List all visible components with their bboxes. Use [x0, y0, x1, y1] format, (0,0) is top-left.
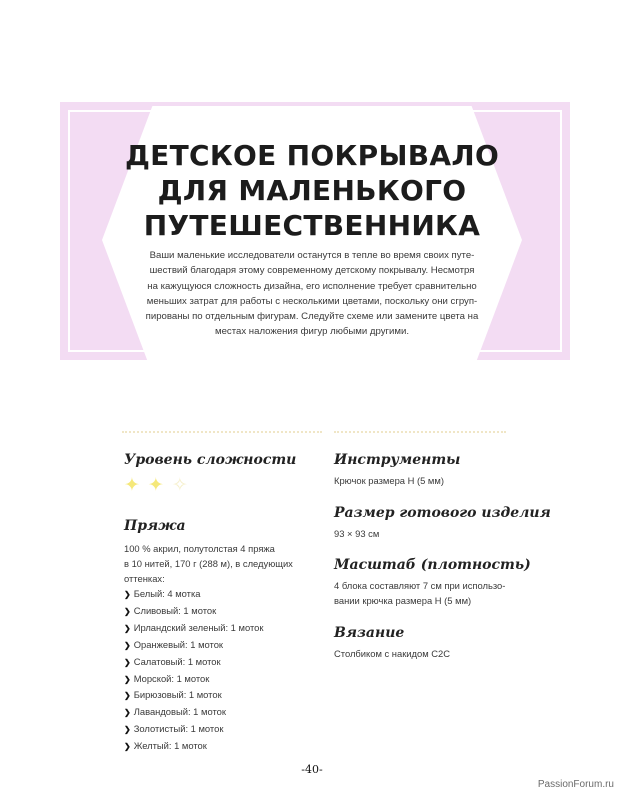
list-item — [124, 586, 263, 603]
watermark: PassionForum.ru — [537, 779, 614, 790]
yarn-item-label: Лавандовый: 1 моток — [133, 706, 226, 718]
title-line: ПУТЕШЕСТВЕННИКА — [143, 209, 481, 242]
list-item — [124, 603, 263, 620]
difficulty-section — [124, 452, 296, 468]
yarn-item-label: Ирландский зеленый: 1 моток — [133, 621, 264, 633]
intro-paragraph — [136, 248, 488, 340]
title-line: ДЛЯ МАЛЕНЬКОГО — [157, 174, 467, 207]
diamond-icon: ✦ — [124, 475, 140, 496]
list-item — [124, 654, 263, 671]
gauge-section — [334, 557, 531, 608]
tools-text: Крючок размера H (5 мм) — [334, 475, 444, 486]
intro-line: пированы по отдельным фигурам. Следуйте схеме или замените цвета на — [145, 311, 479, 323]
intro-line: меньших затрат для работы с несколькими цветами, поскольку они сгруп- — [146, 295, 478, 307]
yarn-item-label: Золотистый: 1 моток — [133, 723, 224, 735]
intro-line: на кажущуюся сложность дизайна, его исполнение требует сравнительно — [147, 280, 477, 292]
arrow-icon: ❯ — [124, 674, 131, 684]
size-heading: Размер готового изделия — [334, 505, 551, 521]
gauge-line: 4 блока составляют 7 см при использо- — [334, 580, 506, 591]
diamond-icon: ✦ — [147, 475, 164, 496]
divider-dots-right — [334, 431, 506, 433]
arrow-icon: ❯ — [124, 708, 131, 718]
size-text: 93 × 93 см — [334, 528, 380, 539]
knitting-text: Столбиком с накидом C2C — [334, 648, 451, 659]
yarn-list — [124, 586, 263, 755]
title-line: ДЕТСКОЕ ПОКРЫВАЛО — [124, 139, 500, 172]
arrow-icon: ❯ — [124, 590, 131, 599]
list-item — [124, 704, 263, 721]
yarn-item-label: Белый: 4 мотка — [133, 588, 201, 599]
arrow-icon: ❯ — [124, 640, 131, 650]
list-item — [124, 738, 263, 755]
yarn-desc-line: 100 % акрил, полутолстая 4 пряжа — [124, 543, 275, 554]
list-item — [124, 620, 263, 637]
list-item — [124, 721, 263, 738]
yarn-item-label: Оранжевый: 1 моток — [133, 638, 224, 650]
arrow-icon: ❯ — [124, 725, 131, 735]
list-item — [124, 671, 263, 688]
gauge-line: вании крючка размера H (5 мм) — [334, 595, 472, 606]
yarn-desc-line: в 10 нитей, 170 г (288 м), в следующих — [124, 558, 293, 569]
tools-heading: Инструменты — [334, 452, 461, 468]
size-section — [334, 505, 551, 541]
intro-line: Ваши маленькие исследователи останутся в тепле во время своих путе- — [149, 250, 475, 261]
divider-dots-left — [122, 431, 322, 433]
diamond-icon: ✧ — [171, 475, 188, 496]
yarn-list-wrapper — [124, 586, 263, 755]
yarn-section — [124, 518, 186, 534]
gauge-heading: Масштаб (плотность) — [334, 557, 531, 573]
arrow-icon: ❯ — [124, 606, 131, 616]
arrow-icon: ❯ — [124, 657, 131, 667]
intro-line: шествий благодаря этому современному детскому покрывалу. Несмотря — [149, 265, 475, 277]
yarn-item-label: Салатовый: 1 моток — [133, 655, 221, 667]
tools-section — [334, 452, 460, 488]
yarn-desc-line: оттенках: — [124, 573, 165, 584]
yarn-item-label: Бирюзовый: 1 моток — [133, 689, 222, 701]
yarn-item-label: Желтый: 1 моток — [133, 740, 207, 752]
yarn-item-label: Морской: 1 моток — [133, 672, 210, 684]
yarn-item-label: Сливовый: 1 моток — [133, 604, 217, 616]
arrow-icon: ❯ — [124, 742, 131, 752]
page-number: -40- — [301, 763, 323, 776]
knitting-section — [334, 625, 450, 661]
difficulty-rating — [124, 476, 188, 495]
difficulty-heading: Уровень сложности — [124, 452, 297, 468]
arrow-icon: ❯ — [124, 691, 131, 701]
yarn-heading: Пряжа — [124, 518, 186, 534]
knitting-heading: Вязание — [334, 625, 405, 641]
list-item — [124, 687, 263, 704]
yarn-description — [124, 541, 324, 586]
intro-line: местах наложения фигур любыми другими. — [215, 326, 409, 338]
arrow-icon: ❯ — [124, 623, 131, 633]
list-item — [124, 637, 263, 654]
page-title — [102, 138, 522, 243]
